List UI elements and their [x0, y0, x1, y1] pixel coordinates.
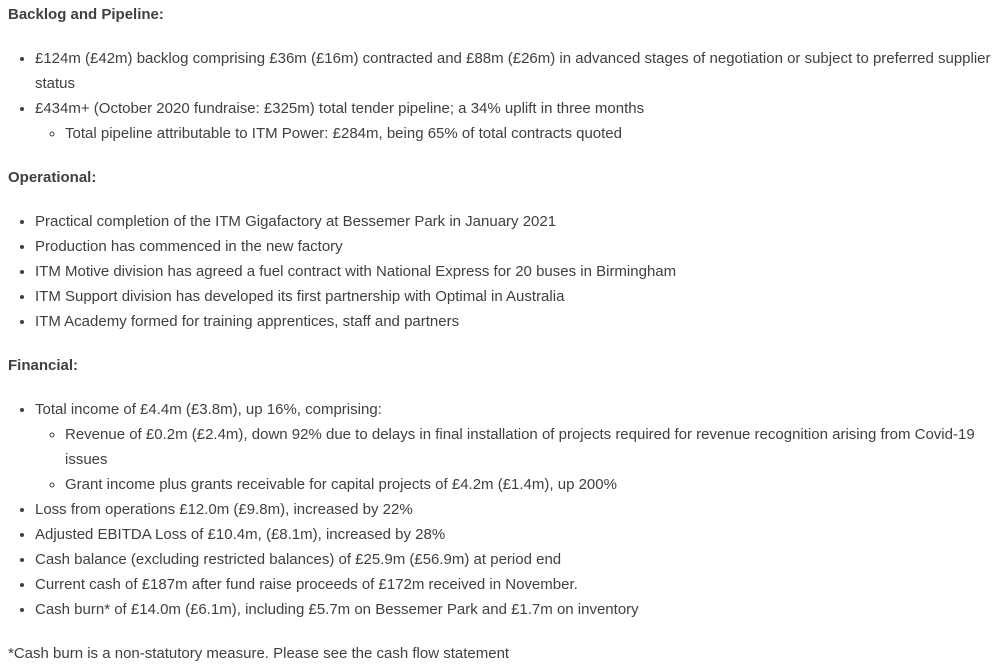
list-item: • £124m (£42m) backlog comprising £36m (£16m) contracted and £88m (£26m) in advanced stages of negotiation or subject to preferred supplier status	[35, 46, 996, 96]
sub-bullet-list	[35, 121, 996, 146]
list-item: • Cash burn* of £14.0m (£6.1m), including £5.7m on Bessemer Park and £1.7m on inventory	[35, 597, 996, 622]
sub-list-item: ◦ Revenue of £0.2m (£2.4m), down 92% due to delays in final installation of projects required for revenue recognition arising from Covid-19 issues	[65, 422, 996, 472]
list-item: • Loss from operations £12.0m (£9.8m), increased by 22%	[35, 497, 996, 522]
list-item: • Practical completion of the ITM Gigafactory at Bessemer Park in January 2021	[35, 209, 996, 234]
footnote: *Cash burn is a non-statutory measure. Please see the cash flow statement	[8, 645, 510, 662]
list-item: • ITM Motive division has agreed a fuel contract with National Express for 20 buses in Birmingham	[35, 259, 996, 284]
list-item: • ITM Support division has developed its first partnership with Optimal in Australia	[35, 284, 996, 309]
bullet-list	[8, 46, 996, 146]
bullet-list	[8, 209, 996, 334]
list-item: • Cash balance (excluding restricted balances) of £25.9m (£56.9m) at period end	[35, 547, 996, 572]
list-item: • Total income of £4.4m (£3.8m), up 16%, comprising: ◦ Revenue of £0.2m (£2.4m), down 92% due to delays in final installation of projects required for revenue recognition arising from Covid-19 issues ◦ Grant income plus grants receivable for capital projects of £4.2m (£1.4m), up 200%	[35, 397, 996, 497]
list-item: • £434m+ (October 2020 fundraise: £325m) total tender pipeline; a 34% uplift in three months ◦ Total pipeline attributable to ITM Power: £284m, being 65% of total contracts quoted	[35, 96, 996, 146]
sub-list-item: ◦ Total pipeline attributable to ITM Power: £284m, being 65% of total contracts quoted	[65, 121, 996, 146]
section-heading: Backlog and Pipeline:	[8, 6, 164, 23]
bullet-list	[8, 397, 996, 622]
sub-bullet-list	[35, 422, 996, 497]
list-item: • ITM Academy formed for training apprentices, staff and partners	[35, 309, 996, 334]
list-item: • Production has commenced in the new factory	[35, 234, 996, 259]
section-heading: Financial:	[8, 357, 79, 374]
list-item: • Adjusted EBITDA Loss of £10.4m, (£8.1m), increased by 28%	[35, 522, 996, 547]
content	[8, 2, 996, 622]
section-heading: Operational:	[8, 169, 97, 186]
sub-list-item: ◦ Grant income plus grants receivable for capital projects of £4.2m (£1.4m), up 200%	[65, 472, 996, 497]
list-item: • Current cash of £187m after fund raise proceeds of £172m received in November.	[35, 572, 996, 597]
